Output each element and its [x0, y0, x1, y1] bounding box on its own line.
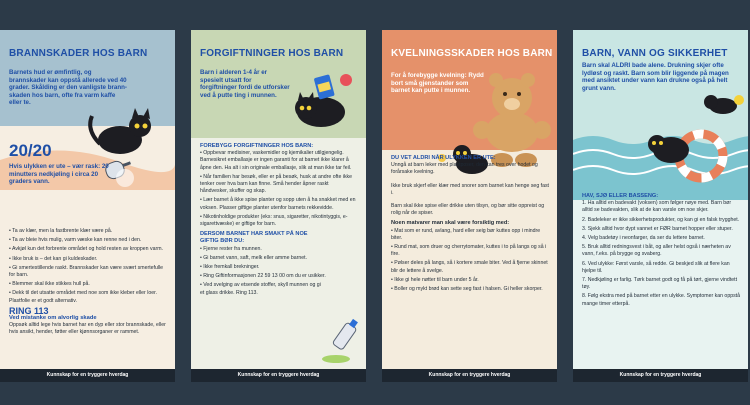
cat-duck-illustration [693, 88, 748, 118]
card1-intro: Barnets hud er ømfintlig, og brannskader kan oppstå allerede ved 40 grader. Skålding er den vanligste brann-skaden hos barn, ofte fra varm kaffe eller te. [9, 69, 127, 107]
card3-bullet: • Pølser deles på langs, så i kortere smale biter. Ved å fjerne skinnet blir de lettere å svelge. [391, 260, 548, 274]
rule-big: 20/20 [9, 141, 52, 160]
card2-title: FORGIFTNINGER HOS BARN [200, 48, 344, 59]
card3-bullet: • Boller og mykt brød kan sette seg fast i halsen. Gi heller skorper. [391, 286, 543, 293]
card2-step: • Gi barnet vann, saft, melk eller amme barnet. [200, 254, 308, 261]
card2-bullet: • Lær barnet å ikke spise planter og sopp uten å ha snakket med en voksen. Plasser giftige planter utenfor barnets rekkevidde. [200, 197, 356, 211]
card2-footer: Kunnskap for en tryggere hverdag [191, 369, 366, 382]
card3-para: Unngå at barn leker med plastposer, den kan tres over hodet og forårsake kvelning. [391, 162, 538, 176]
card-burn-injuries [0, 30, 175, 382]
card-water-safety [573, 30, 748, 382]
card4-step: 5. Bruk alltid redningsvest i båt, og aller helst også i nærheten av vann, f.eks. på brygge og svaberg. [582, 244, 731, 258]
card4-title: BARN, VANN OG SIKKERHET [582, 48, 728, 59]
card4-step: 3. Sjekk alltid hvor dypt vannet er FØR barnet hopper eller stuper. [582, 225, 733, 232]
card2-step: • Fjerne rester fra munnen. [200, 245, 262, 252]
card1-title: BRANNSKADER HOS BARN [9, 48, 148, 59]
card2-heading-if: DERSOM BARNET HAR SMAKT PÅ NOE GIFTIG BØR DU: [200, 231, 308, 245]
card3-para: Ikke bruk skjerf eller klær med snorer som barnet kan henge seg fast i. [391, 182, 550, 196]
card3-intro: For å forebygge kvelning: Rydd bort små gjenstander som barnet kan putte i munnen. [391, 72, 484, 95]
card2-bullet: • Nikotinholdige produkter (eks: snus, sigaretter, nikotintyggis, e-sigarettvæske) er giftige for barn. [200, 213, 348, 228]
card1-bullet: • Gi smertestillende raskt. Brannskader kan være svært smertefulle for barn. [9, 264, 164, 279]
card4-footer: Kunnskap for en tryggere hverdag [573, 369, 748, 382]
card3-bullet: • Mat som er rund, avlang, hard eller seig bør kuttes opp i mindre biter. [391, 227, 541, 241]
card3-food-heading: Noen matvarer man skal være forsiktig med: [391, 220, 510, 227]
card3-title: KVELNINGSSKADER HOS BARN [391, 48, 553, 59]
card1-bullet: • Dekk til det utsatte området med noe som ikke kleber eller loer. Plastfolie er et godt alternativ. [9, 290, 157, 304]
cat-lifebuoy-illustration [573, 110, 748, 200]
card3-bullet: • Rund mat, som druer og cherrytomater, kuttes i to på langs og så i fire. [391, 244, 547, 258]
card-poisoning [191, 30, 366, 382]
ring-title: RING 113 [9, 305, 49, 316]
card4-step: 1. Ha alltid en badevakt (voksen) som følger nøye med. Barn bør alltid se badevakten, slik at de kan varsle om noe skjer. [582, 200, 732, 214]
card1-bullet: • Ta av klær, men la fastbrente klær være på. [9, 228, 113, 234]
card3-heading: DU VET ALDRI NÅR ULYKKEN ER UTE: [391, 155, 496, 161]
card4-step: 2. Badeleker er ikke sikkerhetsprodukter, og kan gi en falsk trygghet. [582, 216, 740, 223]
card2-intro: Barn i alderen 1-4 år er spesielt utsatt for forgiftninger fordi de utforsker ved å putte ting i munnen. [200, 69, 290, 99]
card1-body [9, 228, 167, 339]
card2-heading-prevent: FOREBYGG FORGIFTNINGER HOS BARN: [200, 143, 314, 149]
card1-bullet: • Ikke bruk is – det kan gi kuldeskader. [9, 255, 98, 262]
card3-bullet: • Ikke gi hele nøtter til barn under 5 år. [391, 276, 479, 283]
card3-para: Barn skal ikke spise eller drikke uten tilsyn, og bør sitte oppreist og rolig når de spiser. [391, 203, 545, 217]
card1-bullet: • Avkjøl kun det forbrente området og hold resten av kroppen varm. [9, 246, 163, 253]
card4-step: 7. Nedkjøling er farlig. Tørk barnet godt og få på tørt, gjerne vindtett tøy. [582, 277, 738, 291]
ring-text: Oppsøk alltid lege hvis barnet har en dyp eller stor brannskade, eller hvis ansikt, hender, føtter eller kjønnsorganer er rammet. [9, 322, 166, 336]
bottle-spill-illustration [316, 315, 366, 365]
card4-step: 8. Følg ekstra med på barnet etter en ulykke. Symptomer kan oppstå mange timer etterpå. [582, 293, 741, 307]
card1-rule [9, 142, 159, 186]
card4-intro: Barn skal ALDRI bade alene. Drukning skjer ofte lydløst og raskt. Barn som blir liggende på magen med ansiktet under vann kan drukne også på helt grunt vann. [582, 62, 729, 92]
card2-step: • Ved svelging av etsende stoffer, skyll munnen og gi et glass drikke. Ring 113. [200, 282, 321, 296]
ring-sub: Ved mistanke om alvorlig skade [9, 315, 97, 322]
card1-bullet: • Blemmer skal ikke stikkes hull på. [9, 281, 90, 288]
card2-body [200, 140, 358, 299]
card2-step: • Ikke fremkall brekninger. [200, 264, 260, 271]
card2-step: • Ring Giftinformasjonen 22 59 13 00 om du er usikker. [200, 273, 326, 280]
card4-heading: HAV, SJØ ELLER BASSENG: [582, 193, 659, 199]
card3-footer: Kunnskap for en tryggere hverdag [382, 369, 557, 382]
card4-step: 6. Ved ulykke: Først varsle, så redde. Gi beskjed slik at flere kan hjelpe til. [582, 260, 730, 274]
rule-text: Hvis ulykken er ute – vær rask: 20 minutters nedkjøling i circa 20 graders vann. [9, 163, 109, 186]
card-choking [382, 30, 557, 382]
card4-body [582, 190, 740, 310]
card3-body [391, 152, 549, 295]
card4-step: 4. Velg badetøy i neonfarger, da ser du lettere barnet. [582, 235, 705, 242]
card2-bullet: • Når familien har besøk, eller er på besøk, husk at andre ofte ikke tenker over hva barn kan finne. Små hender åpner raskt håndvesker, skuffer og skap. [200, 173, 353, 195]
card1-footer: Kunnskap for en tryggere hverdag [0, 369, 175, 382]
card1-bullet: • Ta av bleie hvis mulig, varm væske kan renne ned i den. [9, 237, 142, 244]
card2-bullet: • Oppbevar medisiner, vaskemidler og kjemikalier utilgjengelig. Barnesikret emballasje er ingen garanti for at barnet ikke klarer å åpne den. Ha alt i sin originale emballasje, slik at man ikke tar feil. [200, 150, 352, 171]
